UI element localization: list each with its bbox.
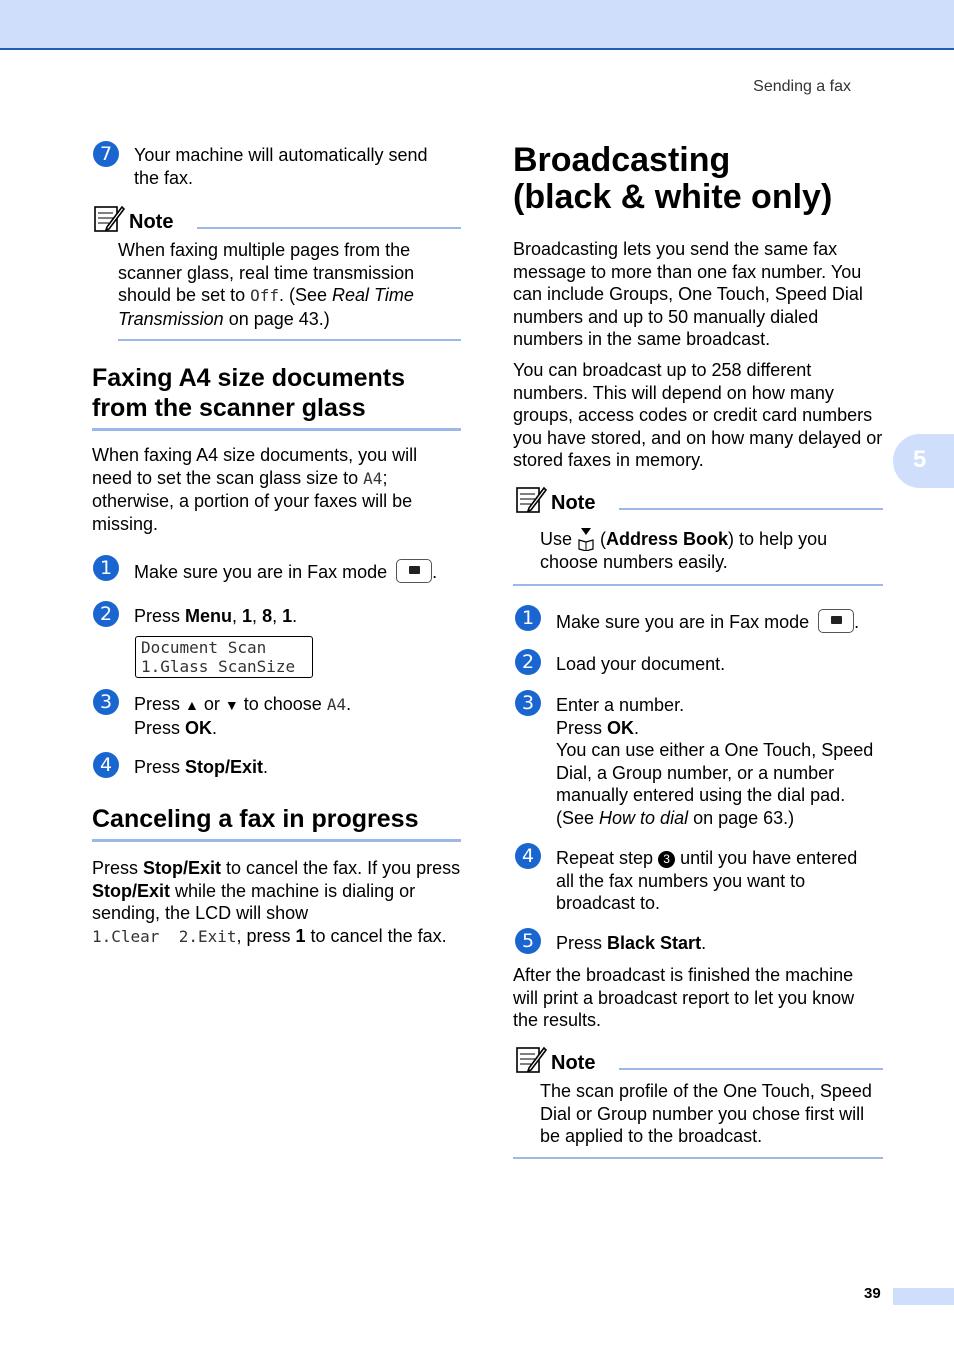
step-number-2: 2 [515,649,541,675]
address-book-icon [577,527,595,551]
note-pencil-icon [515,1044,547,1076]
note-1-text: When faxing multiple pages from the scanner glass, real time transmission should be set to Off. (See Real Time Transmission on page 43.) [118,240,415,329]
note-pencil-icon [93,203,125,235]
broadcast-step-5-text: Press Black Start. [556,933,707,953]
cancel-paragraph: Press Stop/Exit to cancel the fax. If you press Stop/Exit while the machine is dialing or sending, the LCD will show 1.Clear 2.Exit, press 1 to cancel the fax. [92,858,461,946]
step-number-2: 2 [93,601,119,627]
broadcast-step-1-text: Make sure you are in Fax mode . [556,609,859,634]
section-heading-a4: Faxing A4 size documents from the scanner glass [92,364,406,422]
broadcast-step-4-text: Repeat step 3 until you have entered all the fax numbers you want to broadcast to. [556,848,858,913]
broadcast-report-text: After the broadcast is finished the machine will print a broadcast report to let you know the results. [513,965,855,1030]
broadcast-intro: Broadcasting lets you send the same fax message to more than one fax number. You can include Groups, One Touch, Speed Dial numbers and up to 50 manually dialed numbers in the same broadcast. [513,239,863,349]
step-7-text: Your machine will automatically send the fax. [134,145,428,188]
a4-step-1-text: Make sure you are in Fax mode . [134,559,437,584]
step-number-1: 1 [93,555,119,581]
page-title: Broadcasting (black & white only) [513,141,833,216]
note-2-text: Use (Address Book) to help you choose numbers easily. [540,529,828,572]
running-head: Sending a fax [753,78,851,95]
section-heading-cancel: Canceling a fax in progress [92,805,419,833]
a4-step-4-text: Press Stop/Exit. [134,757,269,777]
note-end-rule [513,1157,883,1159]
note-title: Note [551,492,596,514]
heading-rule [92,839,461,842]
page-number-bar [893,1288,954,1305]
chapter-number: 5 [913,446,927,473]
page-number: 39 [864,1285,881,1302]
step-number-4: 4 [93,752,119,778]
note-end-rule [513,584,883,586]
step-number-7: 7 [93,141,119,167]
chapter-tab [893,434,954,488]
note-title: Note [551,1052,596,1074]
note-rule [197,227,461,229]
note-rule [619,1068,883,1070]
down-arrow-icon: ▼ [224,697,239,713]
a4-step-2-text: Press Menu, 1, 8, 1. [134,606,298,626]
step-number-3: 3 [515,690,541,716]
broadcast-step-2-text: Load your document. [556,654,726,674]
note-title: Note [129,211,174,233]
lcd-display: Document Scan 1.Glass ScanSize [135,636,313,678]
up-arrow-icon: ▲ [185,697,199,713]
step-reference-badge: 3 [658,851,675,868]
step-number-4: 4 [515,843,541,869]
step-number-5: 5 [515,928,541,954]
note-3-text: The scan profile of the One Touch, Speed Dial or Group number you chose first will be applied to the broadcast. [540,1081,872,1146]
step-number-1: 1 [515,605,541,631]
a4-intro: When faxing A4 size documents, you will need to set the scan glass size to A4; otherwise, a portion of your faxes will be missing. [92,445,418,534]
note-pencil-icon [515,484,547,516]
broadcast-step-3-text: Enter a number. Press OK. You can use either a One Touch, Speed Dial, a Group number, or a number manually entered using the dial pad. (See How to dial on page 63.) [556,695,874,828]
step-number-3: 3 [93,689,119,715]
note-rule [619,508,883,510]
fax-key-icon [818,609,854,633]
fax-key-icon [396,559,432,583]
top-banner [0,0,954,50]
note-end-rule [118,339,461,341]
broadcast-limit: You can broadcast up to 258 different numbers. This will depend on how many groups, access codes or credit card numbers you have stored, and on how many delayed or stored faxes in memory. [513,360,883,470]
heading-rule [92,428,461,431]
a4-step-3-text: Press ▲ or ▼ to choose A4. Press OK. [134,694,352,738]
